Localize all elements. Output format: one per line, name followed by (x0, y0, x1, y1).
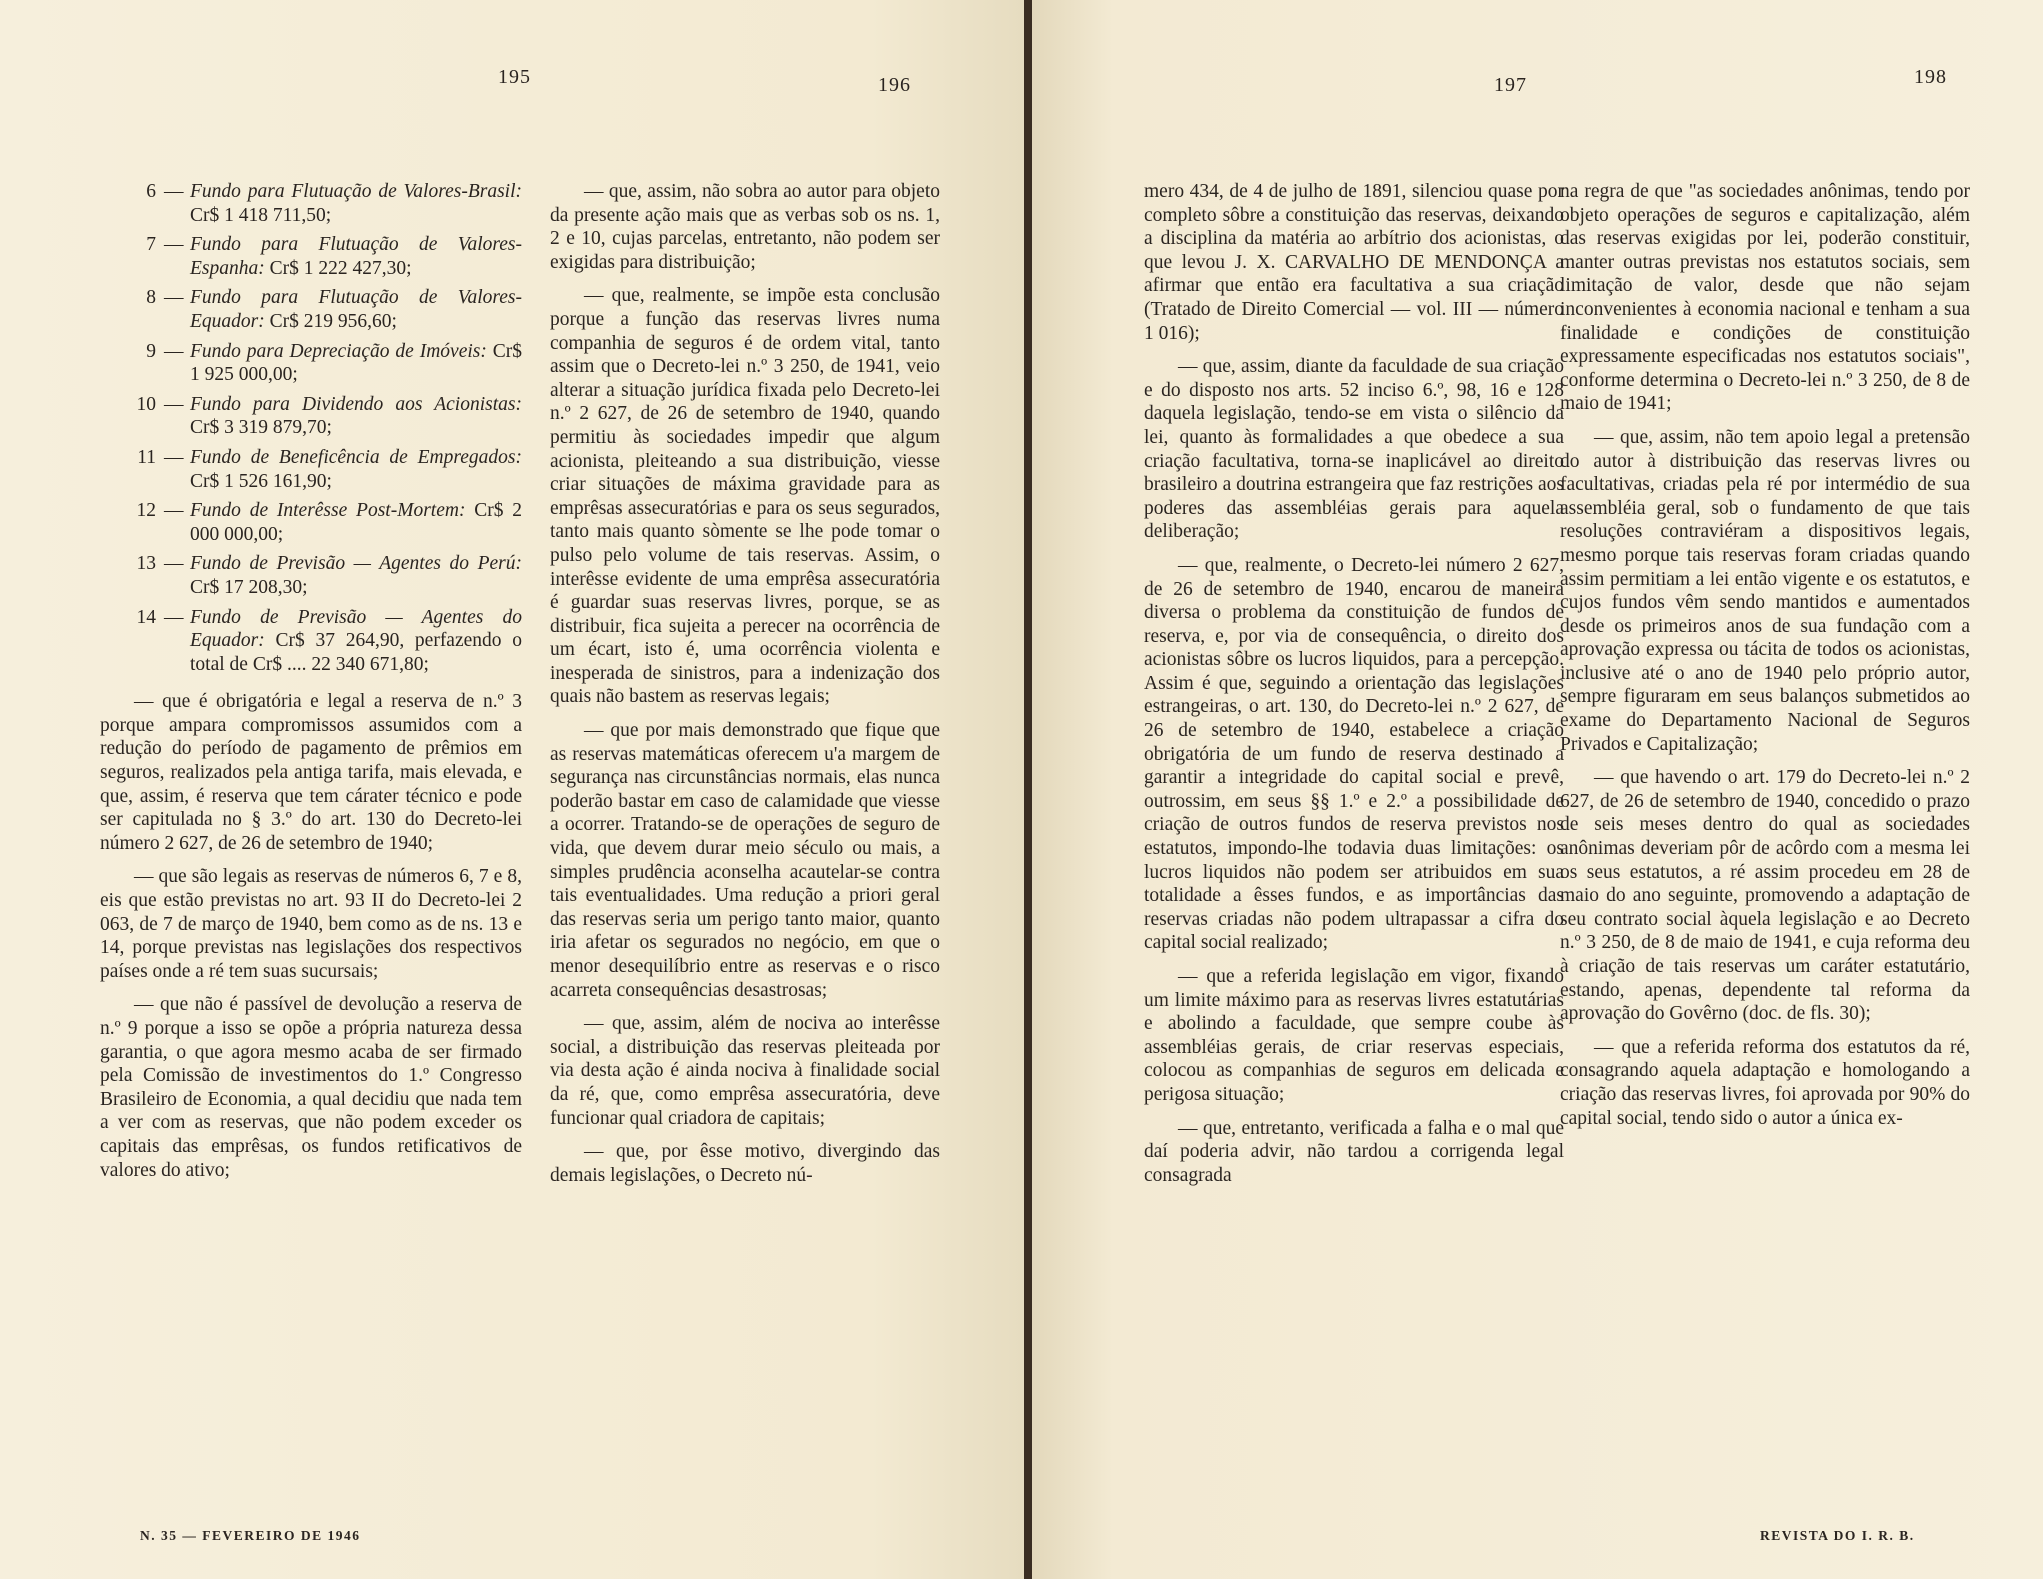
paragraph: — que é obrigatória e legal a reserva de n.º 3 porque ampara compromissos assumidos com a redução do período de pagamento de prêmios em seguros, realizados pela antiga tarifa, mais elevada, e que, assim, é reserva que tem cárater técnico e pode ser capitulada no § 3.º do art. 130 do Decreto-lei número 2 627, de 26 de setembro de 1940; (100, 691, 522, 854)
column-1 (100, 180, 522, 1192)
paragraph: — que, assim, além de nociva ao interêsse social, a distribuição das reservas pleiteada por via desta ação é ainda nociva à finalidade social da ré, que, como emprêsa assecuratória, deve funcionar qual criadora de capitais; (550, 1013, 940, 1129)
paragraph: — que são legais as reservas de números 6, 7 e 8, eis que estão previstas no art. 93 II do Decreto-lei 2 063, de 7 de março de 1940, bem como as de ns. 13 e 14, porque previstas nas legislações dos respectivos países onde a ré tem suas sucursais; (100, 866, 522, 982)
page-number-195: 195 (498, 66, 531, 88)
list-item: 8 — Fundo para Flutuação de Valores-Equador: Cr$ 219 956,60; (146, 287, 522, 332)
page-number-196: 196 (878, 74, 911, 96)
footer-journal: REVISTA DO I. R. B. (1760, 1528, 1915, 1543)
list-item: 11 — Fundo de Beneficência de Empregados: Cr$ 1 526 161,90; (137, 446, 522, 492)
paragraph: — que, por êsse motivo, divergindo das demais legislações, o Decreto nú- (550, 1141, 940, 1186)
column-4-text (1560, 180, 1970, 1140)
paragraph: na regra de que "as sociedades anônimas, tendo por objeto operações de seguros e capitalização, além das reservas exigidas por lei, poderão constituir, manter outras previstas nos estatutos sociais, sem limitação de valor, desde que não sejam inconvenientes à economia nacional e tenham a sua finalidade e condições de constituição expressamente especificadas nos estatutos sociais", conforme determina o Decreto-lei n.º 3 250, de 8 de maio de 1941; (1560, 181, 1970, 415)
paragraph: — que não é passível de devolução a reserva de n.º 9 porque a isso se opõe a própria natureza dessa garantia, o que agora mesmo acaba de ser firmado pela Comissão de investimentos do 1.º Congresso Brasileiro de Economia, a qual decidiu que nada tem a ver com as reservas, que não podem exceder os capitais das emprêsas, os fundos retificativos de valores do ativo; (100, 994, 522, 1181)
paragraph: — que a referida reforma dos estatutos da ré, consagrando aquela adaptação e homologando a criação das reservas livres, foi aprovada por 90% do capital social, tendo sido o autor a única ex- (1560, 1036, 1970, 1129)
paragraph: — que, entretanto, verificada a falha e o mal que daí poderia advir, não tardou a corrigenda legal consagrada (1144, 1117, 1564, 1186)
paragraph: — que, assim, diante da faculdade de sua criação e do disposto nos arts. 52 inciso 6.º, 98, 16 e 128 daquela legislação, tendo-se em vista o silêncio da lei, quanto às formalidades a que obedece a sua criação facultativa, torna-se inaplicável ao direito brasileiro a doutrina estrangeira que faz restrições aos poderes das assembléias gerais para aquela deliberação; (1144, 356, 1564, 543)
page-number-197: 197 (1494, 74, 1527, 96)
paragraph: — que a referida legislação em vigor, fixando um limite máximo para as reservas livres estatutárias e abolindo a faculdade, que sempre coube às assembléias gerais, de criar reservas especiais, colocou as companhias de seguros em delicada e perigosa situação; (1144, 966, 1564, 1105)
paragraph: — que por mais demonstrado que fique que as reservas matemáticas oferecem u'a margem de segurança nas circunstâncias normais, elas nunca poderão bastar em caso de calamidade que viesse a ocorrer. Tratando-se de operações de seguro de vida, que devem durar meio século ou mais, a simples prudência aconselha acautelar-se contra tais eventualidades. Uma redução a priori geral das reservas seria um perigo tanto maior, quanto iria afetar os segurados no negócio, em que o menor desequilíbrio entre as reservas e o risco acarreta consequências desastrosas; (550, 720, 940, 1001)
column-2 (550, 180, 940, 1197)
footer-issue: N. 35 — FEVEREIRO DE 1946 (140, 1528, 361, 1543)
paragraph: mero 434, de 4 de julho de 1891, silenciou quase por completo sôbre a constituição das reservas, deixando a disciplina da matéria ao arbítrio dos acionistas, o que levou J. X. CARVALHO DE MENDONÇA a afirmar que então era facultativa a sua criação (Tratado de Direito Comercial — vol. III — número 1 016); (1144, 181, 1564, 344)
list-item: 14 — Fundo de Previsão — Agentes do Equador: Cr$ 37 264,90, perfazendo o total de Cr$ .... 22 340 671,80; (136, 606, 523, 675)
list-item: 10 — Fundo para Dividendo aos Acionistas: Cr$ 3 319 879,70; (136, 393, 522, 439)
list-item: 12 — Fundo de Interêsse Post-Mortem: Cr$ 2 000 000,00; (136, 500, 522, 545)
list-item: 13 — Fundo de Previsão — Agentes do Perú: Cr$ 17 208,30; (136, 553, 522, 598)
paragraph: — que, realmente, o Decreto-lei número 2 627, de 26 de setembro de 1940, encarou de maneira diversa o problema da constituição de fundos de reserva, e, por via de consequência, o direito dos acionistas sôbre os lucros liquidos, para a percepção. Assim é que, seguindo a orientação das legislações estrangeiras, o art. 130, do Decreto-lei n.º 2 627, de 26 de setembro de 1940, estabelece a criação obrigatória de um fundo de reserva destinado a garantir a integridade do capital social e prevê, outrossim, em seus §§ 1.º e 2.º a possibilidade de criação de outros fundos de reserva previstos nos estatutos, impondo-lhe todavia duas limitações: os lucros liquidos não podem ser atribuidos em sua totalidade a êsses fundos, e as importâncias das reservas criadas não podem ultrapassar a cifra do capital social realizado; (1144, 554, 1564, 954)
paragraph: — que, assim, não tem apoio legal a pretensão do autor à distribuição das reservas livres ou facultativas, criadas pela ré por intermédio de sua assembléia geral, sob o fundamento de que tais resoluções contraviéram a dispositivos legais, mesmo porque tais reservas foram criadas quando assim permitiam a lei então vigente e os estatutos, e cujos fundos vêm sendo mantidos e aumentados desde os primeiros anos de sua fundação com a aprovação expressa ou tácita de todos os acionistas, inclusive até o ano de 1940 pelo próprio autor, sempre figuraram em seus balanços submetidos ao exame do Departamento Nacional de Seguros Privados e Capitalização; (1560, 426, 1970, 755)
paragraph: — que, realmente, se impõe esta conclusão porque a função das reservas livres numa companhia de seguros é de ordem vital, tanto assim que o Decreto-lei n.º 3 250, de 1941, veio alterar a situação jurídica fixada pelo Decreto-lei n.º 2 627, de 26 de setembro de 1940, quando permitiu às sociedades impedir que algum acionista, pleiteando a sua distribuição, viesse criar situações de máxima gravidade para as emprêsas assecuratórias e para os seus segurados, tanto mais quanto sòmente se lhe pode tomar o pulso pelo volume de tais reservas. Assim, o interêsse evidente de uma emprêsa assecuratória é guardar suas reservas livres, porque, se as distribuir, fica sujeita a perecer na ocorrência de um écart, isto é, uma ocorrência violenta e inesperada de sinistros, para a indenização dos quais não bastem as reservas legais; (550, 285, 940, 708)
book-gutter (1024, 0, 1032, 1579)
page-number-198: 198 (1914, 66, 1947, 88)
column-3 (1144, 180, 1564, 1197)
fund-list (100, 180, 522, 676)
list-item: 7 — Fundo para Flutuação de Valores-Espanha: Cr$ 1 222 427,30; (146, 234, 522, 279)
list-item: 6 — Fundo para Flutuação de Valores-Brasil: Cr$ 1 418 711,50; (146, 181, 522, 226)
list-item: 9 — Fundo para Depreciação de Imóveis: Cr$ 1 925 000,00; (146, 340, 523, 386)
paragraph: — que, assim, não sobra ao autor para objeto da presente ação mais que as verbas sob os ns. 1, 2 e 10, cujas parcelas, entretanto, não podem ser exigidas para distribuição; (550, 181, 940, 273)
paragraph: — que havendo o art. 179 do Decreto-lei n.º 2 627, de 26 de setembro de 1940, concedido o prazo de seis meses dentro do qual as sociedades anônimas deveriam pôr de acôrdo com a mesma lei os seus estatutos, a ré assim procedeu em 28 de maio do ano seguinte, promovendo a adaptação de seu contrato social àquela legislação e ao Decreto n.º 3 250, de 8 de maio de 1941, e cuja reforma deu à criação de tais reservas um caráter estatutário, estando, apenas, dependente tal reforma da aprovação do Govêrno (doc. de fls. 30); (1560, 767, 1970, 1025)
